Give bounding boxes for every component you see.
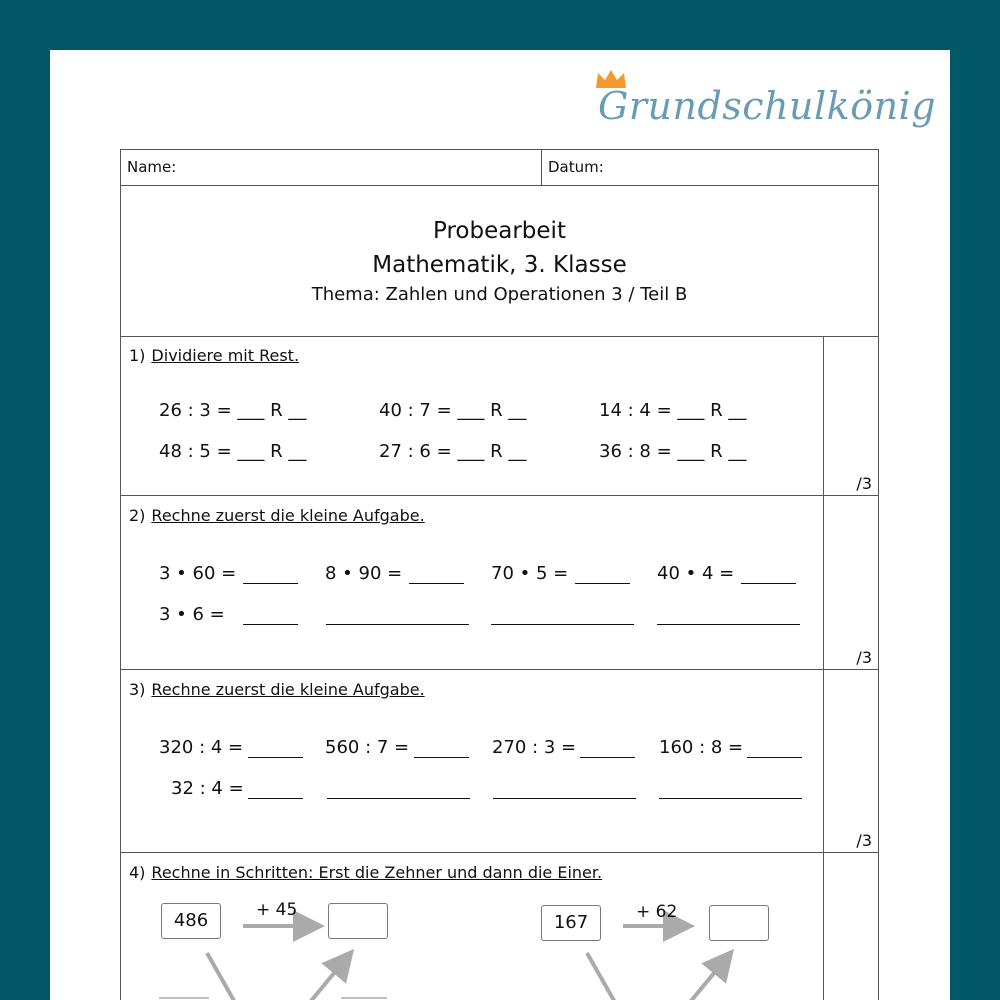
exercise[interactable]: 40 : 7 = ___ R __ [379, 400, 527, 421]
answer-line[interactable] [493, 797, 636, 799]
answer-line[interactable] [747, 756, 802, 758]
name-field[interactable]: Name: [121, 150, 542, 185]
answer-line[interactable] [243, 582, 298, 584]
title-exam: Probearbeit [433, 218, 566, 244]
task-number: 2) [129, 506, 146, 525]
task-2-heading [129, 506, 425, 525]
exercise[interactable]: 14 : 4 = ___ R __ [599, 400, 747, 421]
task-instruction: Rechne zuerst die kleine Aufgabe. [151, 680, 425, 699]
section-3 [121, 670, 878, 853]
exercise: 560 : 7 = [325, 737, 410, 758]
exercise: 32 : 4 = [171, 778, 244, 799]
date-field[interactable]: Datum: [548, 158, 604, 176]
answer-line[interactable] [409, 582, 464, 584]
exercise: 40 • 4 = [657, 563, 735, 584]
title-box [121, 186, 878, 337]
brand-name: Grundschulkönig [598, 84, 937, 128]
score-column [823, 496, 878, 669]
score-label: /3 [856, 648, 872, 667]
arrow [587, 953, 621, 1000]
task-number: 1) [129, 346, 146, 365]
arrow [301, 955, 349, 1000]
answer-line[interactable] [575, 582, 630, 584]
title-topic: Thema: Zahlen und Operationen 3 / Teil B [311, 284, 688, 305]
section-4 [121, 853, 878, 1000]
answer-line[interactable] [326, 623, 469, 625]
brand-logo [598, 82, 937, 132]
task-instruction: Rechne in Schritten: Erst die Zehner und dann die Einer. [151, 863, 603, 882]
exercise: 70 • 5 = [491, 563, 569, 584]
score-column [823, 853, 878, 1000]
start-number-box: 167 [541, 905, 601, 941]
section-2 [121, 496, 878, 670]
exercise[interactable]: 48 : 5 = ___ R __ [159, 441, 307, 462]
exercise: 160 : 8 = [659, 737, 744, 758]
answer-line[interactable] [580, 756, 635, 758]
exercise: 270 : 3 = [492, 737, 577, 758]
section-1 [121, 336, 878, 496]
answer-line[interactable] [243, 623, 298, 625]
start-number-box: 486 [161, 903, 221, 939]
worksheet-page [50, 50, 950, 1000]
task-3-heading [129, 680, 425, 699]
exercise: 3 • 60 = [159, 563, 237, 584]
header-row [121, 150, 878, 186]
answer-line[interactable] [491, 623, 634, 625]
answer-line[interactable] [327, 797, 470, 799]
task-1-heading [129, 346, 299, 365]
answer-line[interactable] [659, 797, 802, 799]
score-label: /3 [856, 831, 872, 850]
title-subject: Mathematik, 3. Klasse [372, 252, 627, 278]
task-instruction: Rechne zuerst die kleine Aufgabe. [151, 506, 425, 525]
score-column [823, 336, 878, 495]
exercise[interactable]: 27 : 6 = ___ R __ [379, 441, 527, 462]
answer-line[interactable] [657, 623, 800, 625]
score-label: /3 [856, 474, 872, 493]
exercise: 3 • 6 = [159, 604, 225, 625]
exercise[interactable]: 26 : 3 = ___ R __ [159, 400, 307, 421]
worksheet-frame [120, 149, 879, 1000]
task-number: 3) [129, 680, 146, 699]
arrow [681, 955, 729, 1000]
exercise[interactable]: 36 : 8 = ___ R __ [599, 441, 747, 462]
answer-line[interactable] [248, 797, 303, 799]
task-number: 4) [129, 863, 146, 882]
result-box[interactable] [709, 905, 769, 941]
exercise: 320 : 4 = [159, 737, 244, 758]
exercise: 8 • 90 = [325, 563, 403, 584]
answer-line[interactable] [248, 756, 303, 758]
arrow [207, 953, 241, 1000]
operation-label: + 62 [636, 902, 678, 922]
answer-line[interactable] [741, 582, 796, 584]
answer-line[interactable] [414, 756, 469, 758]
result-box[interactable] [328, 903, 388, 939]
task-instruction: Dividiere mit Rest. [151, 346, 300, 365]
operation-label: + 45 [256, 900, 298, 920]
score-column [823, 670, 878, 852]
